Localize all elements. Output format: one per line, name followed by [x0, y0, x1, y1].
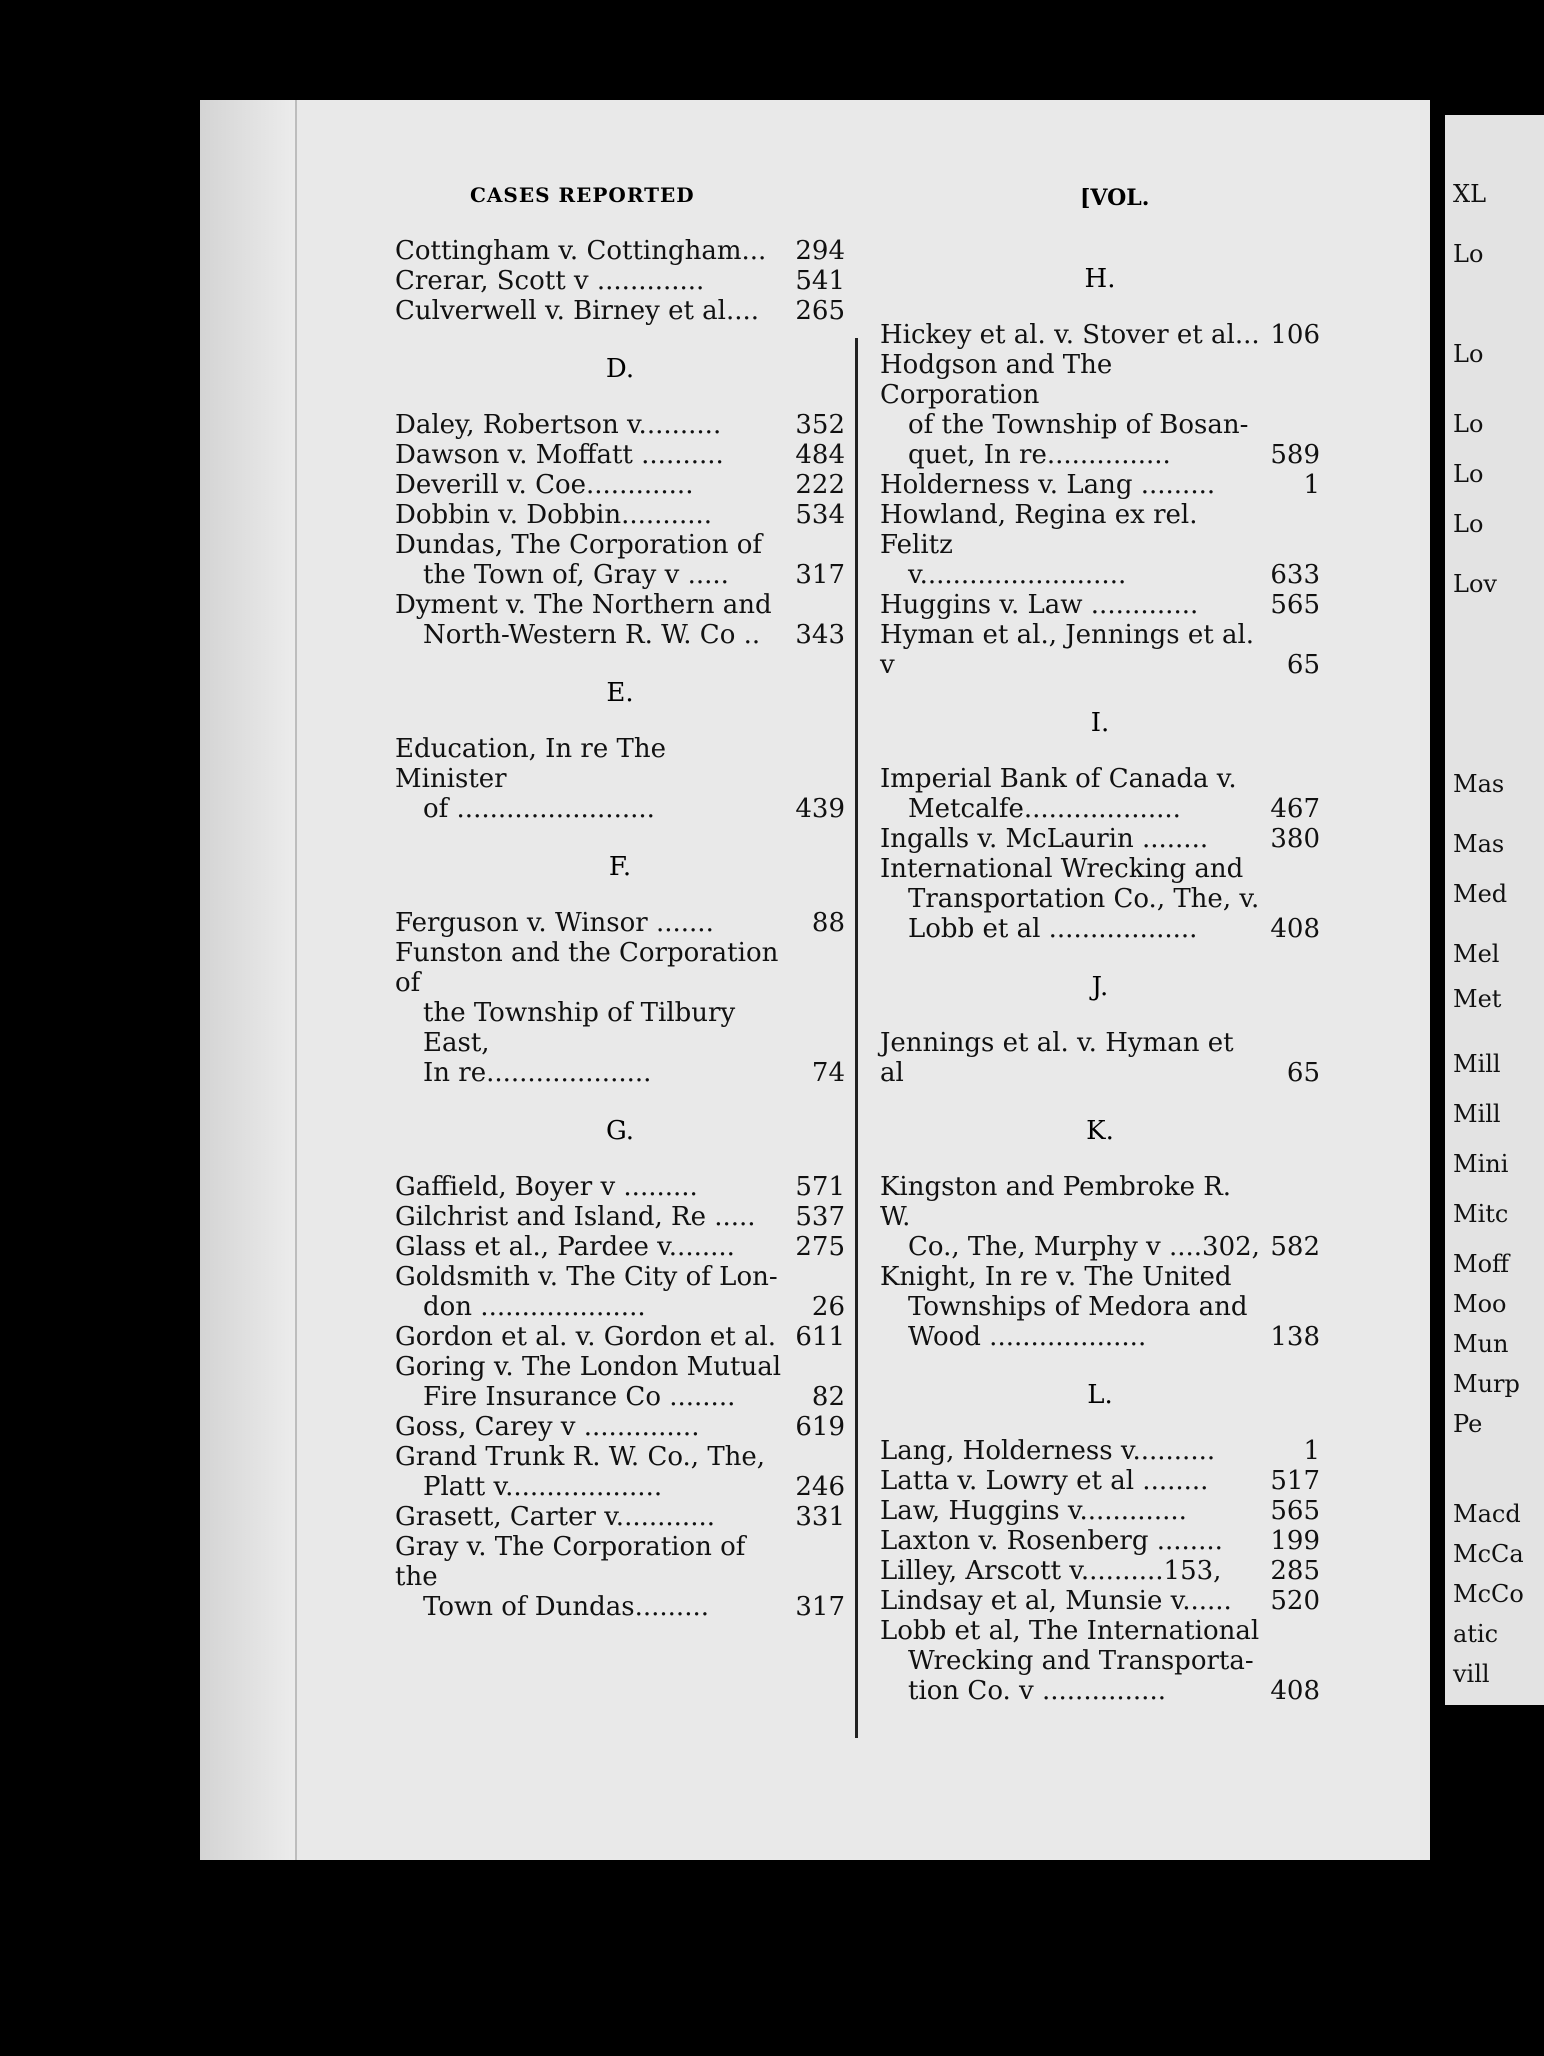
column-divider [855, 338, 858, 1738]
case-name-line: Co., The, Murphy v ....302, [908, 1232, 1260, 1262]
adjacent-page-fragment: Met [1453, 985, 1502, 1013]
page-number: 565 [1270, 590, 1320, 620]
case-entry [880, 1526, 1320, 1556]
case-name-line: the Township of Tilbury East, [423, 998, 736, 1058]
case-name-line: Goss, Carey v .............. [395, 1412, 700, 1442]
case-name-line: In re.................... [423, 1058, 652, 1088]
adjacent-page-fragment: atic [1453, 1620, 1499, 1648]
case-entry [395, 1322, 845, 1352]
case-name-line: Hyman et al., Jennings et al. v [880, 620, 1255, 680]
section-letter: L. [1087, 1380, 1113, 1410]
page-number: 439 [795, 794, 845, 824]
case-entry [395, 938, 845, 1088]
case-entry [395, 1442, 845, 1502]
case-name-line: Wrecking and Transporta- [908, 1646, 1254, 1676]
section-letter: I. [1090, 708, 1110, 738]
case-entry [395, 410, 845, 440]
case-name-line: Culverwell v. Birney et al.... [395, 296, 760, 326]
adjacent-page-fragment: Mini [1453, 1150, 1509, 1178]
page-number: 408 [1270, 1676, 1320, 1706]
page-gutter [200, 100, 297, 1860]
adjacent-page-fragment: McCa [1453, 1540, 1524, 1568]
adjacent-page-fragment: Med [1453, 880, 1508, 908]
case-entry [395, 1172, 845, 1202]
adjacent-page-fragment: Lo [1453, 240, 1484, 268]
page-number: 331 [795, 1502, 845, 1532]
volume-marker: [VOL. [1080, 185, 1150, 211]
page-number: 138 [1270, 1322, 1320, 1352]
case-name-line: Gilchrist and Island, Re ..... [395, 1202, 756, 1232]
case-name-line: Lobb et al, The International [880, 1616, 1260, 1646]
page-number: 294 [795, 236, 845, 266]
case-name-line: Metcalfe................... [908, 794, 1181, 824]
case-name-line: Crerar, Scott v ............. [395, 266, 705, 296]
page-number: 1 [1303, 1436, 1320, 1466]
adjacent-page-fragment: Pe [1453, 1410, 1483, 1438]
case-entry [395, 1412, 845, 1442]
page-number: 520 [1270, 1586, 1320, 1616]
case-entry [880, 824, 1320, 854]
page-number: 467 [1270, 794, 1320, 824]
case-name-line: Hodgson and The Corporation [880, 350, 1113, 410]
case-entry [880, 350, 1320, 470]
case-entry [880, 764, 1320, 824]
case-entry [880, 1556, 1320, 1586]
case-entry [880, 1028, 1320, 1088]
case-name-line: Platt v................... [423, 1472, 663, 1502]
case-name-line: Deverill v. Coe............. [395, 470, 694, 500]
case-name-line: Lindsay et al, Munsie v...... [880, 1586, 1232, 1616]
case-entry [880, 500, 1320, 590]
case-name-line: Latta v. Lowry et al ........ [880, 1466, 1209, 1496]
page-number: 65 [1286, 1058, 1320, 1088]
case-entry [395, 266, 845, 296]
case-name-line: International Wrecking and [880, 854, 1244, 884]
adjacent-page-fragment: Lo [1453, 510, 1484, 538]
case-name-line: Dundas, The Corporation of [395, 530, 762, 560]
adjacent-page-fragment: Moo [1453, 1290, 1507, 1318]
page-number: 199 [1270, 1526, 1320, 1556]
page-number: 589 [1270, 440, 1320, 470]
case-entry [395, 734, 845, 824]
section-letter: D. [605, 354, 635, 384]
case-name-line: Goring v. The London Mutual [395, 1352, 782, 1382]
page-number: 82 [811, 1382, 845, 1412]
adjacent-page-fragment: Mill [1453, 1050, 1501, 1078]
page-header [0, 175, 1544, 215]
case-entry [395, 470, 845, 500]
page-number: 106 [1270, 320, 1320, 350]
page-number: 275 [795, 1232, 845, 1262]
adjacent-page-fragment: Lo [1453, 340, 1484, 368]
page-number: 380 [1270, 824, 1320, 854]
case-name-line: the Town of, Gray v ..... [423, 560, 729, 590]
page-number: 408 [1270, 914, 1320, 944]
adjacent-page-fragment: Macd [1453, 1500, 1521, 1528]
page-number: 352 [795, 410, 845, 440]
case-entry [880, 1586, 1320, 1616]
case-name-line: quet, In re............... [908, 440, 1171, 470]
page-number: 343 [795, 620, 845, 650]
case-entry [880, 1616, 1320, 1706]
case-entry [395, 1502, 845, 1532]
case-name-line: Gordon et al. v. Gordon et al. [395, 1322, 777, 1352]
page-number: 285 [1270, 1556, 1320, 1586]
case-name-line: Ingalls v. McLaurin ........ [880, 824, 1209, 854]
case-entry [395, 908, 845, 938]
adjacent-page-fragment: Mas [1453, 830, 1505, 858]
case-entry [395, 1352, 845, 1412]
case-name-line: of the Township of Bosan- [908, 410, 1249, 440]
case-name-line: Huggins v. Law ............. [880, 590, 1199, 620]
case-entry [880, 620, 1320, 680]
adjacent-page-fragment: Mas [1453, 770, 1505, 798]
case-name-line: Fire Insurance Co ........ [423, 1382, 736, 1412]
adjacent-page-fragment: Mill [1453, 1100, 1501, 1128]
page-number: 88 [811, 908, 845, 938]
case-entry [880, 590, 1320, 620]
left-column [395, 236, 845, 1622]
case-name-line: Funston and the Corporation of [395, 938, 779, 998]
section-letter: E. [606, 678, 634, 708]
page-number: 222 [795, 470, 845, 500]
case-name-line: Hickey et al. v. Stover et al... [880, 320, 1260, 350]
case-name-line: Wood ................... [908, 1322, 1147, 1352]
case-name-line: Dobbin v. Dobbin........... [395, 500, 713, 530]
right-column [880, 236, 1320, 1706]
case-name-line: Cottingham v. Cottingham... [395, 236, 767, 266]
case-name-line: Goldsmith v. The City of Lon- [395, 1262, 778, 1292]
page-number: 565 [1270, 1496, 1320, 1526]
case-entry [880, 1496, 1320, 1526]
case-entry [880, 320, 1320, 350]
page-number: 537 [795, 1202, 845, 1232]
section-letter: H. [1084, 264, 1116, 294]
running-title: CASES REPORTED [470, 183, 695, 207]
case-name-line: Gray v. The Corporation of the [395, 1532, 746, 1592]
case-name-line: Jennings et al. v. Hyman et al [880, 1028, 1234, 1088]
adjacent-page-fragment: Lo [1453, 410, 1484, 438]
page-number: 65 [1286, 650, 1320, 680]
page-number: 74 [811, 1058, 845, 1088]
adjacent-page-fragment: Moff [1453, 1250, 1510, 1278]
page-number: 582 [1270, 1232, 1320, 1262]
page-number: 317 [795, 1592, 845, 1622]
case-name-line: North-Western R. W. Co .. [423, 620, 761, 650]
case-name-line: Holderness v. Lang ......... [880, 470, 1216, 500]
section-letter: J. [1091, 972, 1109, 1002]
case-name-line: Dyment v. The Northern and [395, 590, 772, 620]
page-number: 619 [795, 1412, 845, 1442]
adjacent-page-fragment: Mel [1453, 940, 1500, 968]
folio-number: vi. [125, 175, 160, 205]
page-number: 633 [1270, 560, 1320, 590]
adjacent-page-edge [1445, 115, 1544, 1705]
case-entry [395, 236, 845, 266]
section-letter: G. [605, 1116, 635, 1146]
case-entry [395, 1532, 845, 1622]
case-entry [880, 1436, 1320, 1466]
case-entry [880, 1172, 1320, 1262]
adjacent-page-fragment: vill [1453, 1660, 1490, 1688]
case-name-line: of ........................ [423, 794, 655, 824]
case-name-line: v......................... [908, 560, 1127, 590]
case-entry [395, 530, 845, 590]
case-name-line: Howland, Regina ex rel. Felitz [880, 500, 1198, 560]
case-entry [395, 500, 845, 530]
case-name-line: Laxton v. Rosenberg ........ [880, 1526, 1223, 1556]
page-number: 26 [811, 1292, 845, 1322]
case-name-line: Gaffield, Boyer v ......... [395, 1172, 698, 1202]
case-entry [395, 440, 845, 470]
page-number: 246 [795, 1472, 845, 1502]
case-name-line: Town of Dundas......... [423, 1592, 709, 1622]
case-name-line: Law, Huggins v............. [880, 1496, 1187, 1526]
case-name-line: Ferguson v. Winsor ....... [395, 908, 714, 938]
case-entry [880, 1262, 1320, 1352]
section-letter: F. [608, 852, 632, 882]
adjacent-page-fragment: Lov [1453, 570, 1497, 598]
section-letter: K. [1086, 1116, 1114, 1146]
case-name-line: don .................... [423, 1292, 646, 1322]
case-name-line: Townships of Medora and [908, 1292, 1248, 1322]
page-number: 317 [795, 560, 845, 590]
case-entry [395, 590, 845, 650]
case-name-line: Grasett, Carter v............ [395, 1502, 715, 1532]
adjacent-page-fragment: McCo [1453, 1580, 1524, 1608]
case-entry [880, 854, 1320, 944]
adjacent-page-fragment: Murp [1453, 1370, 1520, 1398]
adjacent-page-fragment: Mitc [1453, 1200, 1509, 1228]
case-name-line: Education, In re The Minister [395, 734, 666, 794]
case-entry [395, 1262, 845, 1322]
case-name-line: Grand Trunk R. W. Co., The, [395, 1442, 766, 1472]
case-name-line: Lang, Holderness v.......... [880, 1436, 1216, 1466]
case-entry [395, 1232, 845, 1262]
case-name-line: Lobb et al .................. [908, 914, 1198, 944]
page-number: 265 [795, 296, 845, 326]
page-number: 517 [1270, 1466, 1320, 1496]
case-name-line: Dawson v. Moffatt .......... [395, 440, 724, 470]
case-name-line: Transportation Co., The, v. [908, 884, 1260, 914]
page-number: 611 [795, 1322, 845, 1352]
case-name-line: Lilley, Arscott v..........153, [880, 1556, 1222, 1586]
page-number: 534 [795, 500, 845, 530]
page-number: 571 [795, 1172, 845, 1202]
adjacent-page-fragment: XL [1453, 180, 1487, 208]
adjacent-page-fragment: Lo [1453, 460, 1484, 488]
case-name-line: Knight, In re v. The United [880, 1262, 1232, 1292]
page-number: 1 [1303, 470, 1320, 500]
case-entry [395, 1202, 845, 1232]
case-entry [880, 470, 1320, 500]
case-entry [880, 1466, 1320, 1496]
case-name-line: tion Co. v ............... [908, 1676, 1166, 1706]
adjacent-page-fragment: Mun [1453, 1330, 1509, 1358]
case-entry [395, 296, 845, 326]
case-name-line: Kingston and Pembroke R. W. [880, 1172, 1232, 1232]
case-name-line: Imperial Bank of Canada v. [880, 764, 1237, 794]
case-name-line: Glass et al., Pardee v........ [395, 1232, 735, 1262]
page-number: 541 [795, 266, 845, 296]
case-name-line: Daley, Robertson v.......... [395, 410, 722, 440]
page-number: 484 [795, 440, 845, 470]
